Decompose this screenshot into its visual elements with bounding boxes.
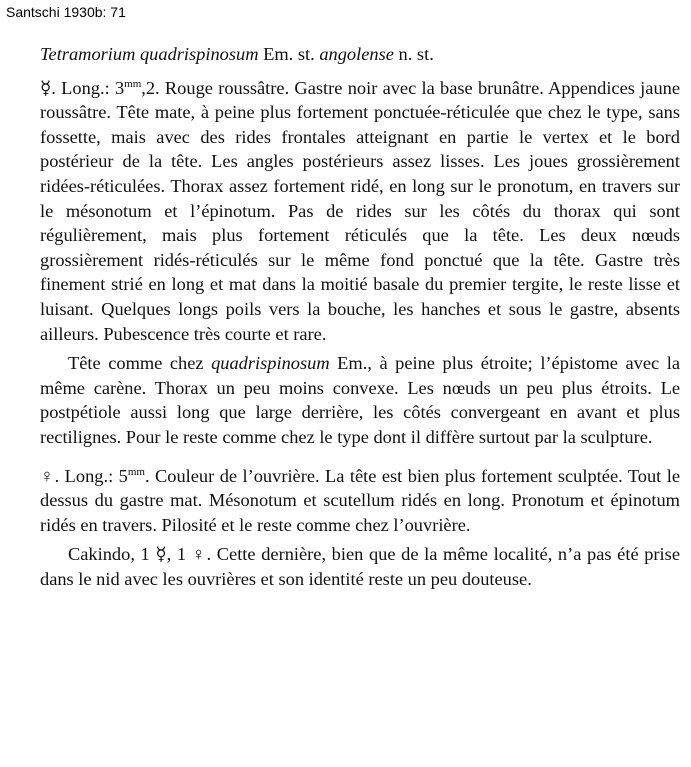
comparison-lead: Tête comme chez bbox=[68, 353, 212, 374]
taxon-author: Em. st. bbox=[263, 44, 315, 64]
locality-worker-symbol: ☿ bbox=[155, 544, 167, 565]
subspecies-name: angolense bbox=[319, 44, 394, 64]
citation-header: Santschi 1930b: 71 bbox=[6, 4, 126, 20]
comparison-species: quadrispinosum bbox=[211, 353, 330, 374]
locality-paragraph bbox=[40, 542, 680, 591]
worker-symbol: ☿ bbox=[40, 77, 52, 98]
worker-description-text: ,2. Rouge roussâtre. Gastre noir avec la base brunâtre. Appendices jaune roussâtre. Tête mate, à peine plus fortement ponctuée-réticulée que chez le type, sans fossette, mais avec des rides frontales atteignant en partie le vertex et le bord postérieur de la tête. Les angles postérieurs assez lisses. Les joues grossièrement ridées-réticulées. Thorax assez fortement ridé, en long sur le pronotum, en travers sur le mésonotum et l’épinotum. Pas de rides sur les côtés du thorax qui sont régulièrement, mais plus fortement réticulés que la tête. Les deux nœuds grossièrement ridés-réticulés sur le même fond ponctué que la tête. Gastre très finement strié en long et mat dans la moitié basale du premier tergite, le reste lisse et luisant. Quelques longs poils vers la bouche, les hanches et sous le gastre, absents ailleurs. Pubescence très courte et rare. bbox=[40, 77, 680, 344]
worker-length-label: . Long.: 3 bbox=[51, 77, 125, 98]
locality-queen-symbol: ♀ bbox=[191, 544, 207, 565]
queen-symbol: ♀ bbox=[40, 465, 55, 486]
taxon-title bbox=[40, 42, 680, 67]
taxon-status: n. st. bbox=[398, 44, 434, 64]
taxon-name: Tetramorium quadrispinosum bbox=[40, 44, 259, 64]
worker-length-unit: mm bbox=[124, 77, 142, 90]
queen-length-unit: mm bbox=[127, 465, 145, 478]
document-page bbox=[40, 42, 680, 591]
queen-description bbox=[40, 464, 680, 538]
queen-length-label: . Long.: 5 bbox=[54, 465, 128, 486]
locality-text-a: Cakindo, 1 bbox=[68, 544, 156, 565]
comparison-text: Em., à peine plus étroite; l’épistome avec la même carène. Thorax un peu moins convexe. Les nœuds un peu plus étroits. Le postpétiole aussi long que large derrière, les côtés convergeant en avant et plus rectilignes. Pour le reste comme chez le type dont il diffère surtout par la sculpture. bbox=[40, 353, 680, 447]
worker-description bbox=[40, 76, 680, 347]
locality-text-b: , 1 bbox=[166, 544, 192, 565]
comparison-paragraph bbox=[40, 351, 680, 449]
locality-text-c: . Cette dernière, bien que de la même localité, n’a pas été prise dans le nid avec les ouvrières et son identité reste un peu douteuse. bbox=[40, 544, 680, 589]
queen-description-text: . Couleur de l’ouvrière. La tête est bien plus fortement sculptée. Tout le dessus du gastre mat. Mésonotum et scutellum ridés en long. Pronotum et épinotum ridés en travers. Pilosité et le reste comme chez l’ouvrière. bbox=[40, 465, 680, 535]
